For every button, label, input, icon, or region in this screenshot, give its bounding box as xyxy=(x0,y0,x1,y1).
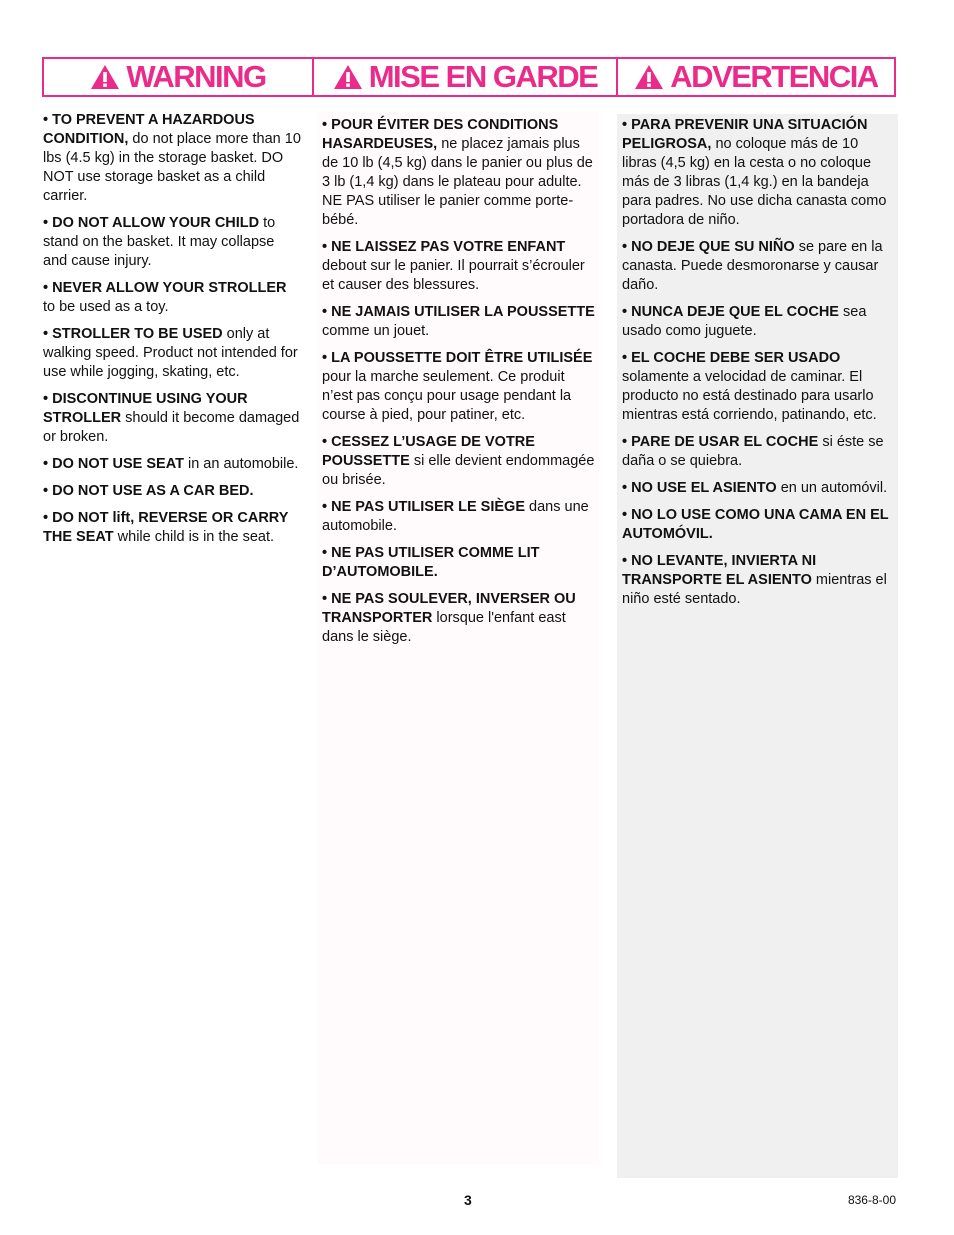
warning-triangle-icon xyxy=(634,64,664,90)
list-item: • STROLLER TO BE USED only at walking speed. Product not intended for use while jogging, skating, etc. xyxy=(43,326,298,380)
list-item: • DO NOT USE AS A CAR BED. xyxy=(43,483,254,499)
list-item: • CESSEZ L’USAGE DE VOTRE POUSSETTE si elle devient endommagée ou brisée. xyxy=(322,434,595,488)
header-advertencia xyxy=(616,59,894,95)
list-item: • NUNCA DEJE QUE EL COCHE sea usado como juguete. xyxy=(622,304,867,339)
list-item: • NE PAS SOULEVER, INVERSER OU TRANSPORTER lorsque l'enfant east dans le siège. xyxy=(322,591,576,645)
list-item: • NEVER ALLOW YOUR STROLLER to be used as a toy. xyxy=(43,280,287,315)
list-item: • DO NOT ALLOW YOUR CHILD to stand on the basket. It may collapse and cause injury. xyxy=(43,215,276,269)
document-code: 836-8-00 xyxy=(847,1193,896,1207)
list-item: • DO NOT lift, REVERSE OR CARRY THE SEAT while child is in the seat. xyxy=(43,510,289,545)
list-item: • NO LEVANTE, INVIERTA NI TRANSPORTE EL ASIENTO mientras el niño esté sentado. xyxy=(622,553,887,607)
list-item: • NE PAS UTILISER COMME LIT D’AUTOMOBILE. xyxy=(322,545,540,580)
warning-triangle-icon xyxy=(333,64,363,90)
warning-triangle-icon xyxy=(90,64,120,90)
header-mise-en-garde-text: MISE EN GARDE xyxy=(368,59,598,94)
list-item: • NE PAS UTILISER LE SIÈGE dans une automobile. xyxy=(322,499,589,534)
header-warning-text: WARNING xyxy=(126,59,266,94)
french-column xyxy=(322,116,596,655)
list-item: • NE JAMAIS UTILISER LA POUSSETTE comme un jouet. xyxy=(322,304,595,339)
list-item: • PARA PREVENIR UNA SITUACIÓN PELIGROSA, no coloque más de 10 libras (4,5 kg) en la cesta o no coloque más de 3 libras (1,4 kg.) en la bandeja para padres. No use dicha canasta como portadora de niño. xyxy=(622,117,887,228)
header-advertencia-text: ADVERTENCIA xyxy=(670,59,878,94)
list-item: • DO NOT USE SEAT in an automobile. xyxy=(43,456,299,472)
header-warning xyxy=(44,59,312,95)
spanish-column xyxy=(622,116,896,617)
list-item: • TO PREVENT A HAZARDOUS CONDITION, do not place more than 10 lbs (4.5 kg) in the storage basket. DO NOT use storage basket as a child carrier. xyxy=(43,112,301,204)
list-item: • PARE DE USAR EL COCHE si éste se daña o se quiebra. xyxy=(622,434,884,469)
list-item: • LA POUSSETTE DOIT ÊTRE UTILISÉE pour la marche seulement. Ce produit n’est pas conçu pour usage pendant la course à pied, pour patiner, etc. xyxy=(322,350,593,423)
list-item: • DISCONTINUE USING YOUR STROLLER should it become damaged or broken. xyxy=(43,391,300,445)
list-item: • POUR ÉVITER DES CONDITIONS HASARDEUSES, ne placez jamais plus de 10 lb (4,5 kg) dans le panier ou plus de 3 lb (1,4 kg) dans le plateau pour adulte. NE PAS utiliser le panier comme porte-bébé. xyxy=(322,117,593,228)
page-number: 3 xyxy=(464,1192,472,1208)
header-mise-en-garde xyxy=(312,59,616,95)
list-item: • NO USE EL ASIENTO en un automóvil. xyxy=(622,480,888,496)
list-item: • NO DEJE QUE SU NIÑO se pare en la canasta. Puede desmoronarse y causar daño. xyxy=(622,239,883,293)
list-item: • NO LO USE COMO UNA CAMA EN EL AUTOMÓVIL. xyxy=(622,507,889,542)
list-item: • NE LAISSEZ PAS VOTRE ENFANT debout sur le panier. Il pourrait s’écrouler et causer des blessures. xyxy=(322,239,585,293)
warning-header xyxy=(42,57,896,97)
english-column xyxy=(43,111,301,555)
list-item: • EL COCHE DEBE SER USADO solamente a velocidad de caminar. El producto no está destinado para usarlo mientras está corriendo, patinando, etc. xyxy=(622,350,877,423)
